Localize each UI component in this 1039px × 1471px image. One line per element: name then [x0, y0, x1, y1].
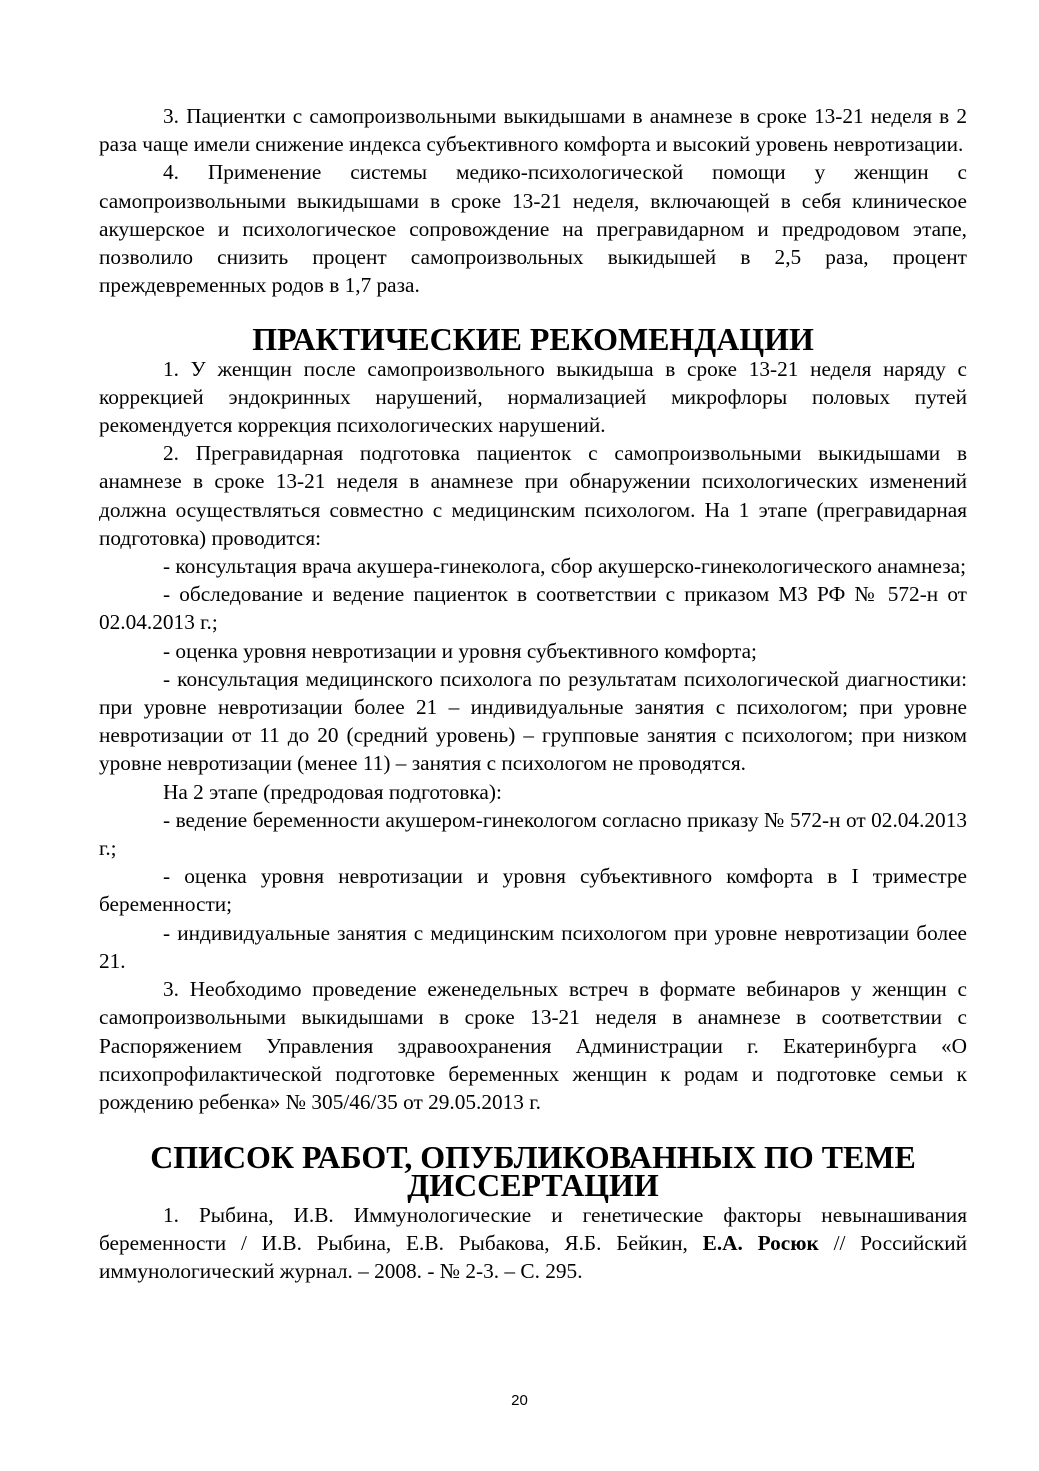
- publication-text: 1. Рыбина, И.В. Иммунологические и генетические факторы невынашивания беременности / И.В. Рыбина, Е.В. Рыбакова, Я.Б. Бейкин,: [99, 1202, 967, 1255]
- publications-heading: СПИСОК РАБОТ, ОПУБЛИКОВАННЫХ ПО ТЕМЕ ДИССЕРТАЦИИ: [150, 1140, 916, 1204]
- recommendation-paragraph: - обследование и ведение пациенток в соответствии с приказом МЗ РФ № 572-н от 02.04.2013 г.;: [99, 582, 967, 635]
- recommendation-paragraph: - оценка уровня невротизации и уровня субъективного комфорта;: [163, 638, 757, 663]
- document-page: [99, 102, 967, 1285]
- recommendation-paragraph: 2. Прегравидарная подготовка пациенток с самопроизвольными выкидышами в анамнезе в сроке 13-21 неделя в анамнезе при обнаружении психологических изменений должна осуществляться совместно с медицинским психологом. На 1 этапе (прегравидарная подготовка) проводится:: [99, 441, 967, 550]
- publication-source: // Российский иммунологический журнал. – 2008. - № 2-3. – С. 295.: [99, 1230, 967, 1283]
- recommendation-paragraph: - консультация медицинского психолога по результатам психологической диагностики: при уровне невротизации более 21 – индивидуальные занятия с психологом; при уровне невротизации от 11 до 20 (средний уровень) – групповые занятия с психологом; при низком уровне невротизации (менее 11) – занятия с психологом не проводятся.: [99, 666, 967, 776]
- publication-item: [99, 1201, 967, 1286]
- publication-author-bold: Е.А. Росюк: [702, 1230, 819, 1255]
- recommendation-paragraph: - оценка уровня невротизации и уровня субъективного комфорта в I триместре беременности;: [99, 864, 967, 917]
- recommendation-paragraph: 3. Необходимо проведение еженедельных встреч в формате вебинаров у женщин с самопроизвольными выкидышами в сроке 13-21 неделя в анамнезе в соответствии с Распоряжением Управления здравоохранения Администрации г. Екатеринбурга «О психопрофилактической подготовке беременных женщин к родам и подготовке семьи к рождению ребенка» № 305/46/35 от 29.05.2013 г.: [99, 977, 967, 1114]
- recommendation-paragraph: На 2 этапе (предродовая подготовка):: [163, 779, 502, 804]
- recommendation-paragraph: - консультация врача акушера-гинеколога, сбор акушерско-гинекологического анамнеза;: [163, 554, 966, 579]
- recommendations-heading: ПРАКТИЧЕСКИЕ РЕКОМЕНДАЦИИ: [252, 322, 814, 358]
- page-number: 20: [511, 1392, 528, 1409]
- conclusion-paragraph-3: 3. Пациентки с самопроизвольными выкидышами в анамнезе в сроке 13-21 неделя в 2 раза чаще имели снижение индекса субъективного комфорта и высокий уровень невротизации.: [99, 104, 967, 157]
- conclusion-paragraph-4: 4. Применение системы медико-психологической помощи у женщин с самопроизвольными выкидышами в сроке 13-21 неделя, включающей в себя клиническое акушерское и психологическое сопровождение на прегравидарном и предродовом этапе, позволило снизить процент самопроизвольных выкидышей в 2,5 раза, процент преждевременных родов в 1,7 раза.: [99, 160, 967, 298]
- recommendation-paragraph: - ведение беременности акушером-гинекологом согласно приказу № 572-н от 02.04.2013 г.;: [99, 807, 967, 861]
- recommendation-paragraph: - индивидуальные занятия с медицинским психологом при уровне невротизации более 21.: [99, 920, 967, 973]
- recommendation-paragraph: 1. У женщин после самопроизвольного выкидыша в сроке 13-21 неделя наряду с коррекцией эндокринных нарушений, нормализацией микрофлоры половых путей рекомендуется коррекция психологических нарушений.: [99, 356, 967, 438]
